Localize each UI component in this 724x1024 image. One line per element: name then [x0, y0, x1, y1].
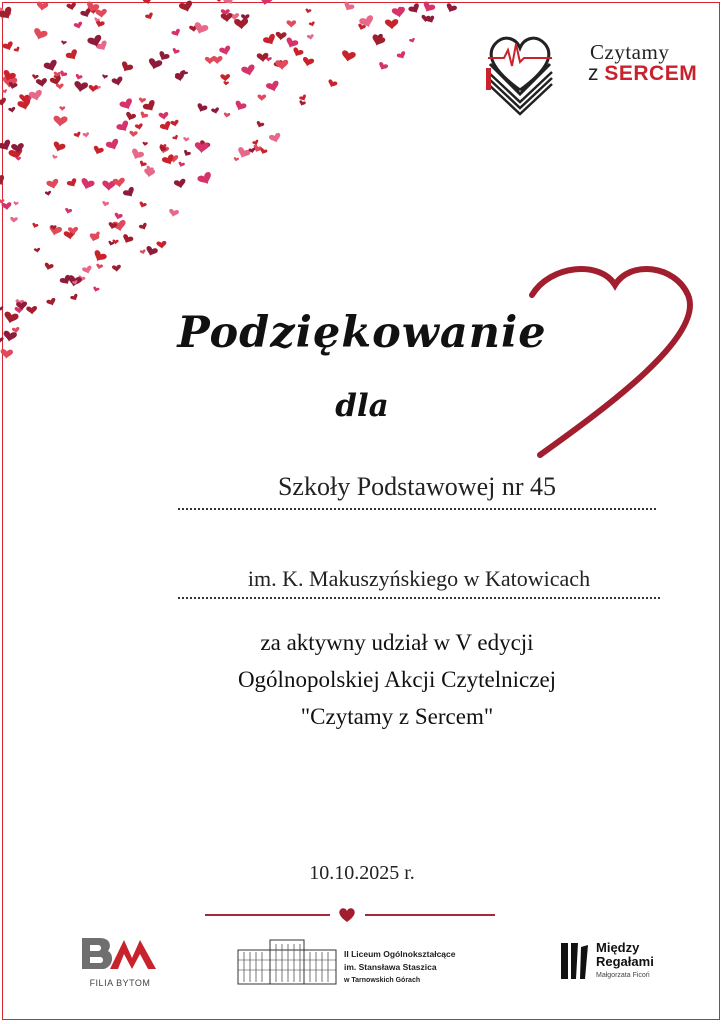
small-heart-icon — [46, 297, 57, 307]
small-heart-icon — [138, 222, 148, 231]
small-heart-icon — [233, 157, 239, 162]
small-heart-icon — [287, 20, 297, 27]
small-heart-icon — [73, 21, 83, 30]
small-heart-icon — [88, 85, 98, 93]
small-heart-icon — [95, 9, 107, 19]
small-heart-icon — [216, 0, 222, 2]
small-heart-icon — [112, 265, 122, 273]
small-heart-icon — [116, 120, 132, 135]
small-heart-icon — [305, 8, 312, 14]
small-heart-icon — [53, 115, 68, 127]
small-heart-icon — [70, 293, 80, 302]
small-heart-icon — [46, 178, 60, 190]
small-heart-icon — [147, 58, 163, 71]
small-heart-icon — [51, 154, 57, 160]
small-heart-icon — [197, 171, 215, 187]
small-heart-icon — [172, 134, 179, 141]
small-heart-icon — [171, 48, 180, 56]
small-heart-icon — [255, 121, 264, 129]
small-heart-icon — [36, 1, 48, 11]
small-heart-icon — [220, 74, 230, 82]
small-heart-icon — [45, 191, 52, 197]
small-heart-icon — [138, 160, 147, 168]
certificate-date: 10.10.2025 r. — [309, 862, 415, 884]
small-heart-icon — [258, 0, 274, 7]
small-heart-icon — [170, 119, 179, 127]
small-heart-icon — [119, 61, 134, 75]
small-heart-icon — [66, 2, 77, 11]
small-heart-icon — [223, 0, 237, 7]
small-heart-icon — [308, 21, 315, 27]
school-patron: im. K. Makuszyńskiego w Katowicach — [247, 566, 591, 591]
small-heart-icon — [32, 74, 39, 80]
small-heart-icon — [257, 53, 269, 63]
small-heart-icon — [43, 59, 59, 74]
small-heart-icon — [142, 142, 148, 147]
small-heart-icon — [142, 0, 153, 5]
logo-text-sercem: SERCEM — [604, 62, 698, 85]
small-heart-icon — [408, 2, 422, 15]
small-heart-icon — [195, 103, 207, 114]
body-line: "Czytamy z Sercem" — [300, 704, 494, 729]
small-heart-icon — [409, 37, 416, 43]
small-heart-icon — [258, 95, 267, 101]
small-heart-icon — [122, 186, 137, 200]
small-heart-icon — [342, 1, 355, 13]
small-heart-icon — [138, 97, 146, 103]
small-heart-icon — [144, 245, 158, 257]
small-heart-icon — [223, 81, 229, 86]
divider-line — [365, 914, 495, 916]
small-heart-icon — [16, 157, 21, 161]
small-heart-icon — [135, 123, 144, 131]
miedzy-regalami-author: Małgorzata Ficoń — [596, 972, 650, 979]
small-heart-icon — [298, 100, 306, 107]
small-heart-icon — [327, 79, 338, 89]
small-heart-icon — [173, 178, 186, 189]
dotted-line — [178, 597, 660, 599]
small-heart-icon — [82, 132, 89, 138]
school-building-icon — [236, 936, 338, 986]
small-heart-icon — [66, 178, 79, 190]
logo-text-z-sercem — [588, 62, 697, 86]
small-heart-icon — [112, 177, 125, 188]
small-heart-icon — [262, 33, 278, 47]
small-heart-icon — [377, 61, 389, 71]
small-heart-icon — [234, 18, 249, 30]
small-heart-icon — [145, 12, 155, 21]
small-heart-icon — [241, 64, 257, 77]
certificate-for: dla — [335, 388, 389, 424]
small-heart-icon — [139, 111, 149, 120]
small-heart-icon — [121, 234, 134, 246]
small-heart-icon — [0, 6, 15, 22]
small-heart-icon — [59, 106, 65, 111]
small-heart-icon — [2, 41, 15, 52]
small-heart-icon — [171, 28, 182, 38]
small-heart-icon — [0, 174, 7, 188]
small-heart-icon — [223, 112, 230, 118]
small-heart-icon — [111, 76, 124, 87]
small-heart-icon — [43, 262, 54, 271]
small-heart-icon — [307, 34, 315, 40]
small-heart-icon — [102, 74, 108, 79]
small-heart-icon — [73, 131, 81, 138]
dotted-line — [178, 508, 656, 510]
small-heart-icon — [219, 45, 232, 57]
small-heart-icon — [156, 241, 167, 249]
small-heart-icon — [105, 138, 121, 152]
small-heart-icon — [31, 222, 38, 229]
small-heart-icon — [445, 3, 458, 15]
small-heart-icon — [91, 249, 107, 264]
small-heart-icon — [212, 56, 223, 64]
small-heart-icon — [61, 40, 67, 45]
school-name: Szkoły Podstawowej nr 45 — [277, 472, 557, 501]
small-heart-icon — [0, 97, 7, 107]
small-heart-icon — [65, 48, 80, 62]
small-heart-icon — [34, 248, 41, 254]
small-heart-icon — [28, 89, 43, 102]
small-heart-icon — [269, 132, 283, 144]
small-heart-icon — [95, 263, 103, 270]
small-heart-icon — [158, 112, 169, 120]
small-heart-icon — [75, 74, 83, 81]
small-heart-icon — [92, 286, 100, 293]
small-heart-icon — [291, 47, 304, 59]
small-heart-icon — [79, 177, 95, 191]
small-heart-icon — [52, 141, 67, 154]
mr-line: Między — [596, 940, 640, 955]
small-heart-icon — [129, 148, 145, 162]
small-heart-icon — [119, 98, 135, 112]
small-heart-icon — [168, 208, 179, 217]
small-heart-icon — [178, 0, 194, 14]
lo-line: II Liceum Ogólnokształcące — [344, 949, 456, 959]
lo-line: im. Stansława Staszica — [344, 962, 437, 972]
small-heart-icon — [13, 46, 21, 53]
small-heart-icon — [113, 212, 123, 220]
small-heart-icon — [182, 149, 191, 157]
body-line: Ogólnopolskiej Akcji Czytelniczej — [237, 667, 557, 692]
small-heart-icon — [36, 78, 48, 88]
small-heart-icon — [13, 201, 19, 206]
logo-text-z: z — [588, 62, 599, 85]
body-line: za aktywny udział w V edycji — [260, 630, 534, 655]
small-heart-icon — [341, 50, 357, 63]
miedzy-regalami-text — [596, 941, 654, 969]
bm-logo-icon — [80, 936, 160, 978]
small-heart-icon — [124, 111, 136, 122]
divider-line — [205, 914, 330, 916]
small-heart-icon — [102, 201, 110, 207]
large-heart-outline-icon — [520, 255, 700, 465]
small-heart-icon — [64, 208, 72, 215]
small-heart-icon — [178, 161, 186, 168]
small-heart-icon — [1, 202, 12, 211]
small-heart-icon — [73, 81, 88, 93]
small-heart-icon — [10, 217, 18, 223]
small-heart-icon — [2, 89, 8, 94]
small-heart-icon — [275, 32, 286, 41]
certificate-title: Podziękowanie — [177, 308, 547, 358]
certificate-body — [150, 624, 644, 735]
heart-icon — [337, 905, 357, 925]
small-heart-icon — [183, 137, 190, 142]
books-logo-icon — [559, 941, 591, 981]
mr-line: Regałami — [596, 954, 654, 969]
small-heart-icon — [233, 100, 247, 113]
small-heart-icon — [56, 83, 64, 89]
lo-line: w Tarnowskich Górach — [344, 977, 421, 984]
small-heart-icon — [140, 249, 147, 255]
small-heart-icon — [211, 107, 220, 115]
small-heart-icon — [92, 145, 104, 156]
small-heart-icon — [32, 27, 48, 41]
bm-label: FILIA BYTOM — [89, 978, 151, 988]
small-heart-icon — [8, 107, 16, 114]
logo-text-czytamy: Czytamy — [590, 40, 670, 64]
small-heart-icon — [301, 56, 314, 67]
small-heart-icon — [396, 50, 407, 60]
small-heart-icon — [265, 80, 280, 93]
school-lo-text — [344, 948, 455, 987]
small-heart-icon — [82, 265, 93, 275]
small-heart-icon — [129, 131, 138, 138]
small-heart-icon — [385, 19, 399, 30]
small-heart-icon — [421, 1, 436, 15]
small-heart-icon — [138, 201, 147, 209]
